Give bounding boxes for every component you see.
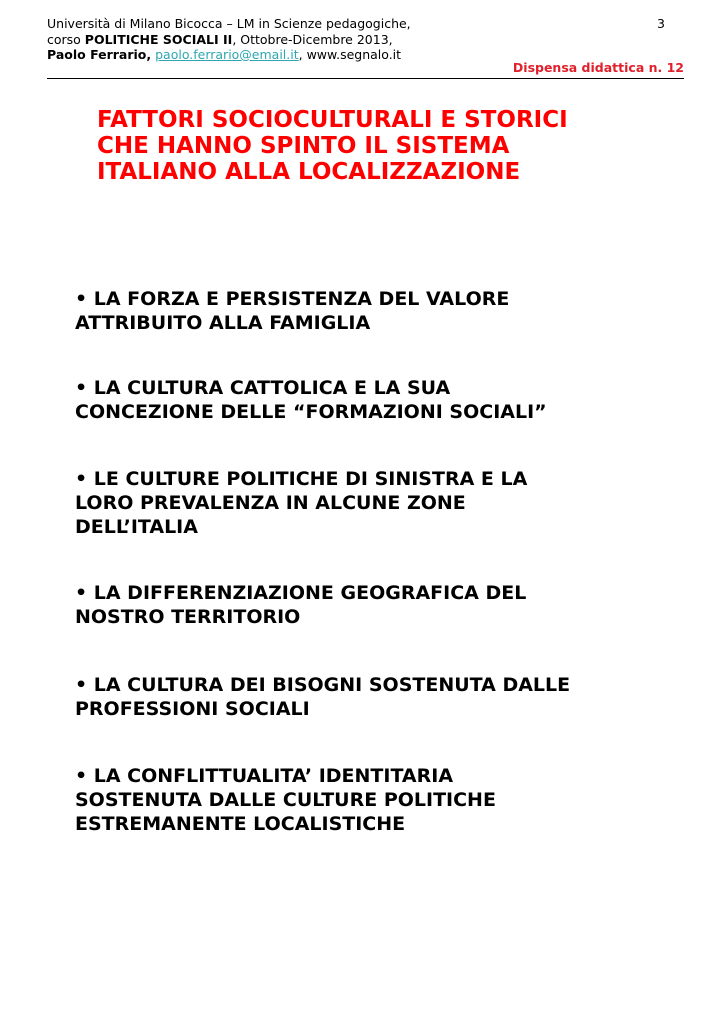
factor-line: LORO PREVALENZA IN ALCUNE ZONE — [75, 492, 466, 514]
author-email-link[interactable]: paolo.ferrario@email.it — [155, 47, 299, 62]
factor-line: • LA CULTURA DEI BISOGNI SOSTENUTA DALLE — [75, 674, 571, 696]
factor-item — [75, 467, 695, 539]
factor-line: • LA DIFFERENZIAZIONE GEOGRAFICA DEL — [75, 582, 527, 604]
author-name: Paolo Ferrario, — [47, 47, 152, 62]
factor-line: CONCEZIONE DELLE “FORMAZIONI SOCIALI” — [75, 401, 547, 423]
factor-item — [75, 287, 695, 335]
course-dates: , Ottobre-Dicembre 2013, — [232, 31, 393, 47]
factor-item — [75, 581, 695, 629]
factor-line: • LA FORZA E PERSISTENZA DEL VALORE — [75, 288, 510, 310]
title-line: CHE HANNO SPINTO IL SISTEMA — [97, 133, 510, 159]
header-course-line — [47, 32, 687, 48]
page-number: 3 — [657, 16, 665, 31]
course-prefix: corso — [47, 31, 85, 47]
course-name: POLITICHE SOCIALI II — [84, 31, 233, 47]
document-header — [47, 16, 687, 63]
factor-line: • LA CONFLITTUALITA’ IDENTITARIA — [75, 765, 454, 787]
author-website: , www.segnalo.it — [298, 47, 402, 62]
header-divider — [47, 78, 684, 79]
factor-line: SOSTENUTA DALLE CULTURE POLITICHE — [75, 789, 496, 811]
title-line: ITALIANO ALLA LOCALIZZAZIONE — [97, 159, 521, 185]
factor-item — [75, 764, 695, 836]
title-line: FATTORI SOCIOCULTURALI E STORICI — [97, 107, 568, 133]
factor-item — [75, 376, 695, 424]
factor-line: • LA CULTURA CATTOLICA E LA SUA — [75, 377, 451, 399]
factor-line: ESTREMANENTE LOCALISTICHE — [75, 813, 406, 835]
factor-line: DELL’ITALIA — [75, 516, 198, 538]
factor-line: NOSTRO TERRITORIO — [75, 606, 301, 628]
factor-line: • LE CULTURE POLITICHE DI SINISTRA E LA — [75, 468, 528, 490]
dispensa-label: Dispensa didattica n. 12 — [512, 60, 684, 75]
factor-line: PROFESSIONI SOCIALI — [75, 698, 310, 720]
factor-item — [75, 673, 695, 721]
factor-line: ATTRIBUITO ALLA FAMIGLIA — [75, 312, 371, 334]
page-title — [97, 107, 677, 185]
header-university-line: Università di Milano Bicocca – LM in Scienze pedagogiche, — [47, 16, 411, 31]
